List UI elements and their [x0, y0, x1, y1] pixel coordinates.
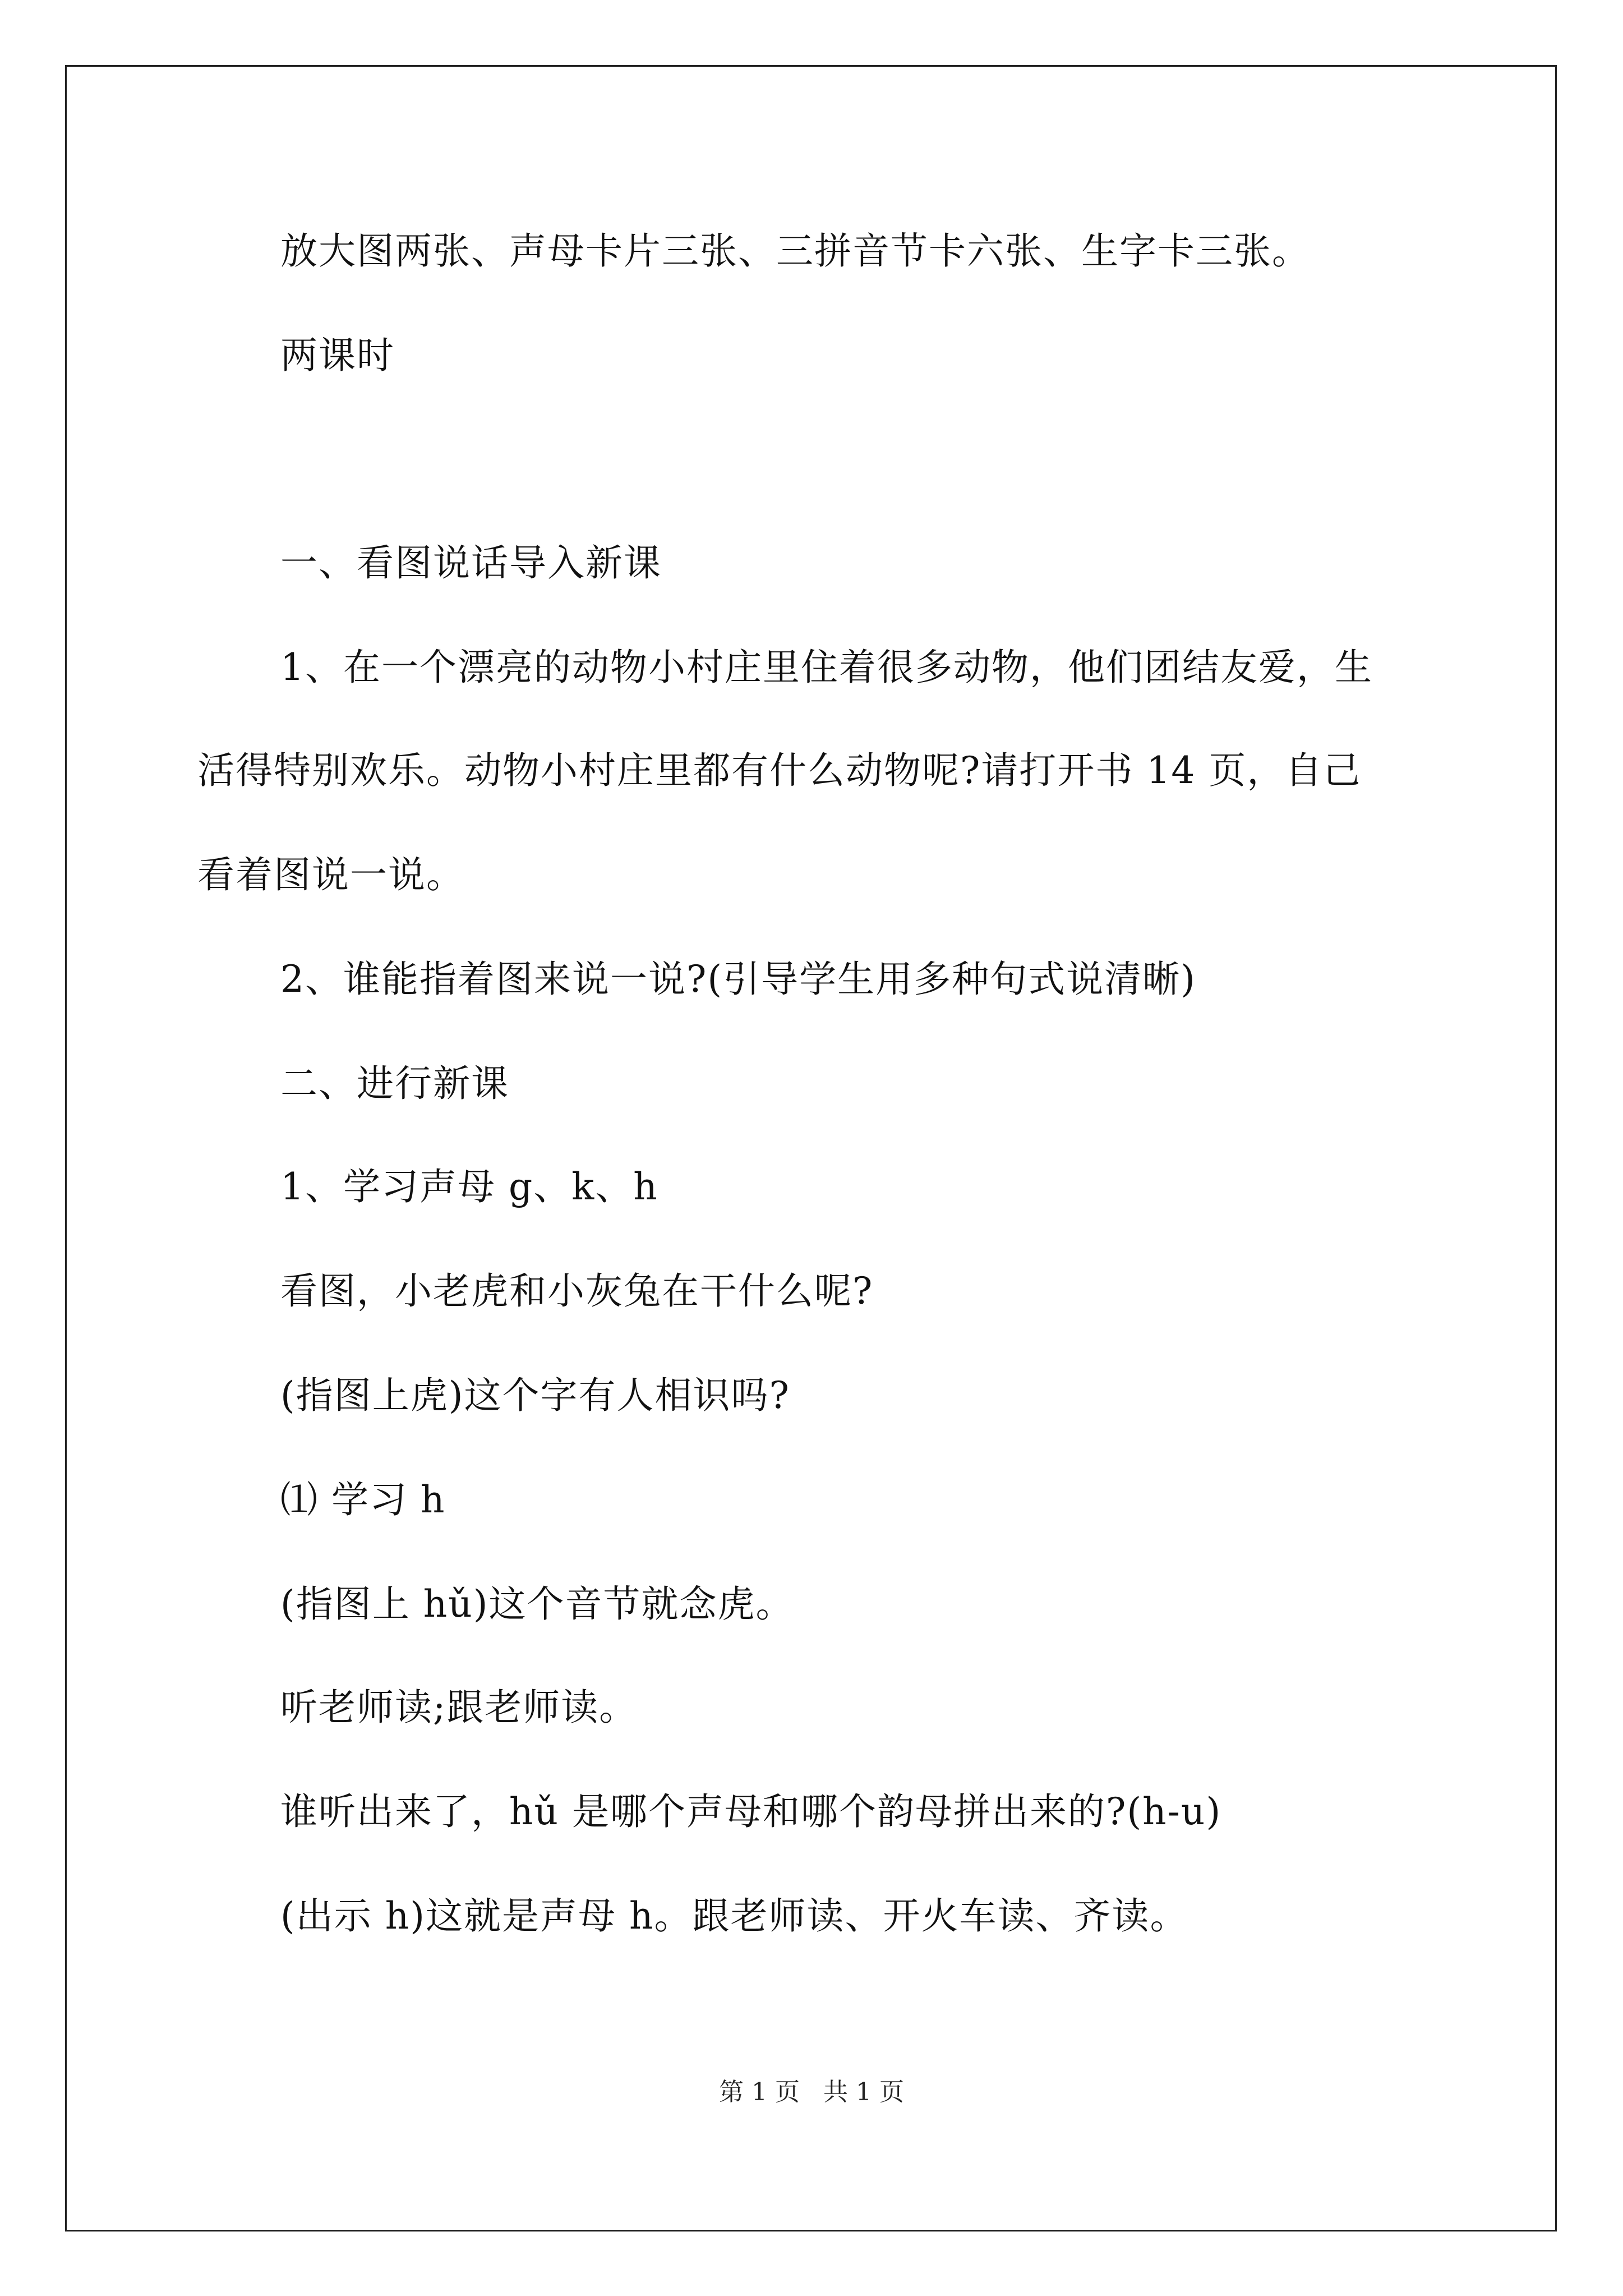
- page-total: 共 1 页: [823, 2078, 904, 2106]
- text-line: 看着图说一说。: [197, 853, 464, 896]
- text-line: 听老师读;跟老师读。: [280, 1686, 638, 1729]
- text-line: 1、学习声母 g、k、h: [280, 1165, 658, 1208]
- text-line: 谁听出来了，hǔ 是哪个声母和哪个韵母拼出来的?(h-u): [280, 1790, 1222, 1833]
- text-line: 2、谁能指着图来说一说?(引导学生用多种句式说清晰): [280, 958, 1196, 1001]
- text-line: ⑴ 学习 h: [280, 1478, 446, 1521]
- text-line: 放大图两张、声母卡片三张、三拼音节卡六张、生字卡三张。: [280, 229, 1310, 273]
- page-number: 第 1 页: [719, 2078, 800, 2106]
- text-line: (指图上虎)这个字有人相识吗?: [280, 1374, 790, 1417]
- text-line: (出示 h)这就是声母 h。跟老师读、开火车读、齐读。: [280, 1894, 1188, 1938]
- text-line: (指图上 hǔ)这个音节就念虎。: [280, 1582, 794, 1626]
- section-heading: 一、看图说话导入新课: [280, 541, 662, 585]
- page-footer: [0, 2076, 1623, 2109]
- text-line: 看图，小老虎和小灰兔在干什么呢?: [280, 1269, 874, 1313]
- text-line: 两课时: [280, 334, 395, 377]
- section-heading: 二、进行新课: [280, 1062, 509, 1105]
- text-line: 1、在一个漂亮的动物小村庄里住着很多动物，他们团结友爱，生: [280, 646, 1373, 689]
- text-line: 活得特别欢乐。动物小村庄里都有什么动物呢?请打开书 14 页，自己: [197, 749, 1362, 792]
